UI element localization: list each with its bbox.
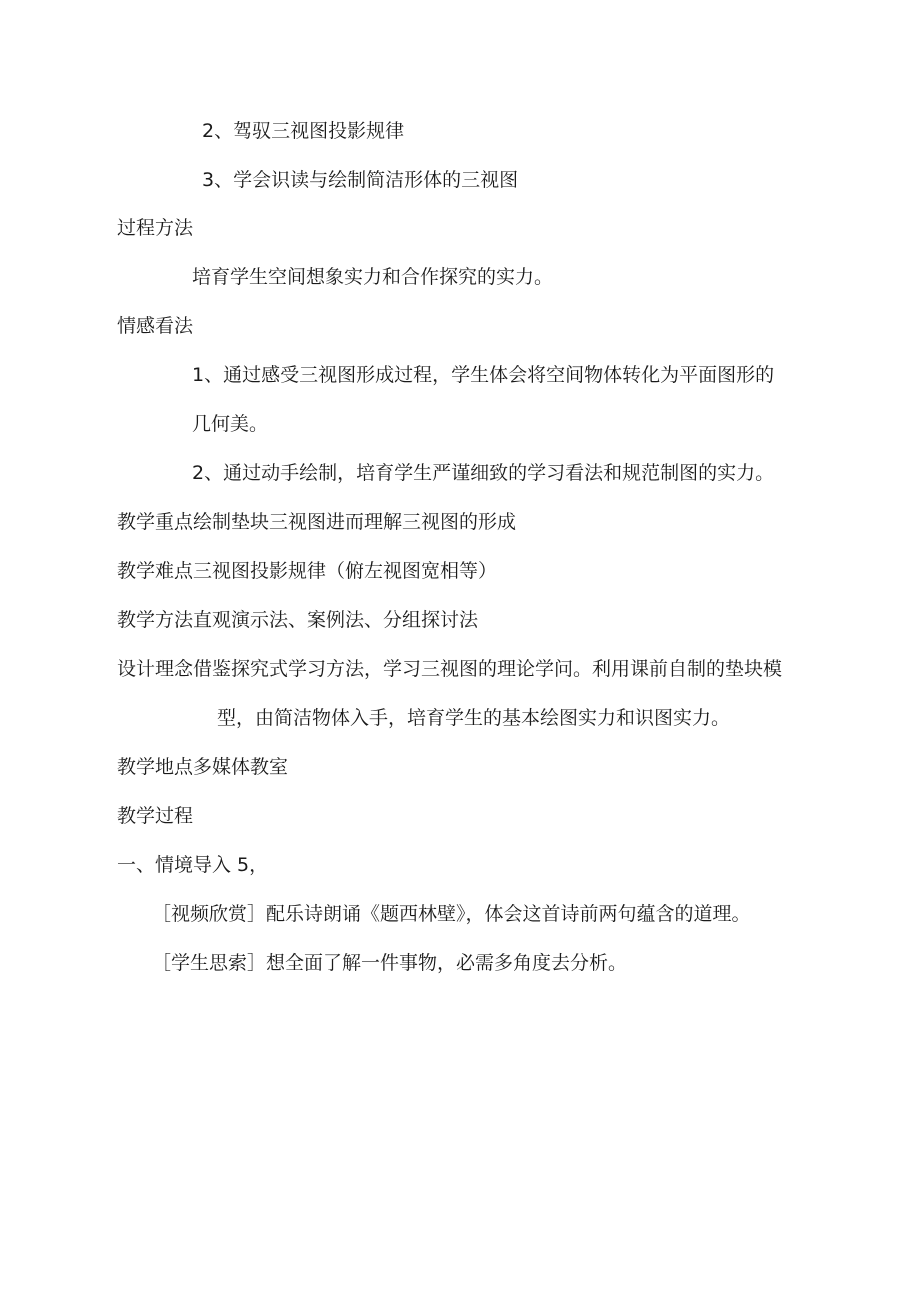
student-reflection: ［学生思索］想全面了解一件事物，必需多角度去分析。 [152, 952, 628, 974]
emotion-item-1: 1、通过感受三视图形成过程，学生体会将空间物体转化为平面图形的 [192, 364, 775, 386]
design-concept: 设计理念借鉴探究式学习方法，学习三视图的理论学问。利用课前自制的垫块模 [117, 658, 783, 680]
teaching-method: 教学方法直观演示法、案例法、分组探讨法 [117, 609, 479, 631]
teaching-difficulty: 教学难点三视图投影规律（俯左视图宽相等） [117, 560, 498, 582]
heading-emotion-attitude: 情感看法 [117, 315, 194, 337]
objective-item-2: 2、驾驭三视图投影规律 [202, 120, 405, 142]
video-appreciation: ［视频欣赏］配乐诗朗诵《题西林壁》，体会这首诗前两句蕴含的道理。 [152, 903, 751, 925]
process-method-text: 培育学生空间想象实力和合作探究的实力。 [192, 266, 554, 288]
heading-process-method: 过程方法 [117, 217, 194, 239]
emotion-item-1-continued: 几何美。 [192, 413, 269, 435]
objective-item-3: 3、学会识读与绘制简洁形体的三视图 [202, 169, 519, 191]
heading-teaching-process: 教学过程 [117, 805, 194, 827]
emotion-item-2: 2、通过动手绘制，培育学生严谨细致的学习看法和规范制图的实力。 [192, 462, 775, 484]
section-scenario-intro: 一、情境导入 5， [117, 854, 269, 876]
design-concept-continued: 型，由简洁物体入手，培育学生的基本绘图实力和识图实力。 [217, 707, 731, 729]
teaching-location: 教学地点多媒体教室 [117, 756, 289, 778]
teaching-focus: 教学重点绘制垫块三视图进而理解三视图的形成 [117, 511, 517, 533]
